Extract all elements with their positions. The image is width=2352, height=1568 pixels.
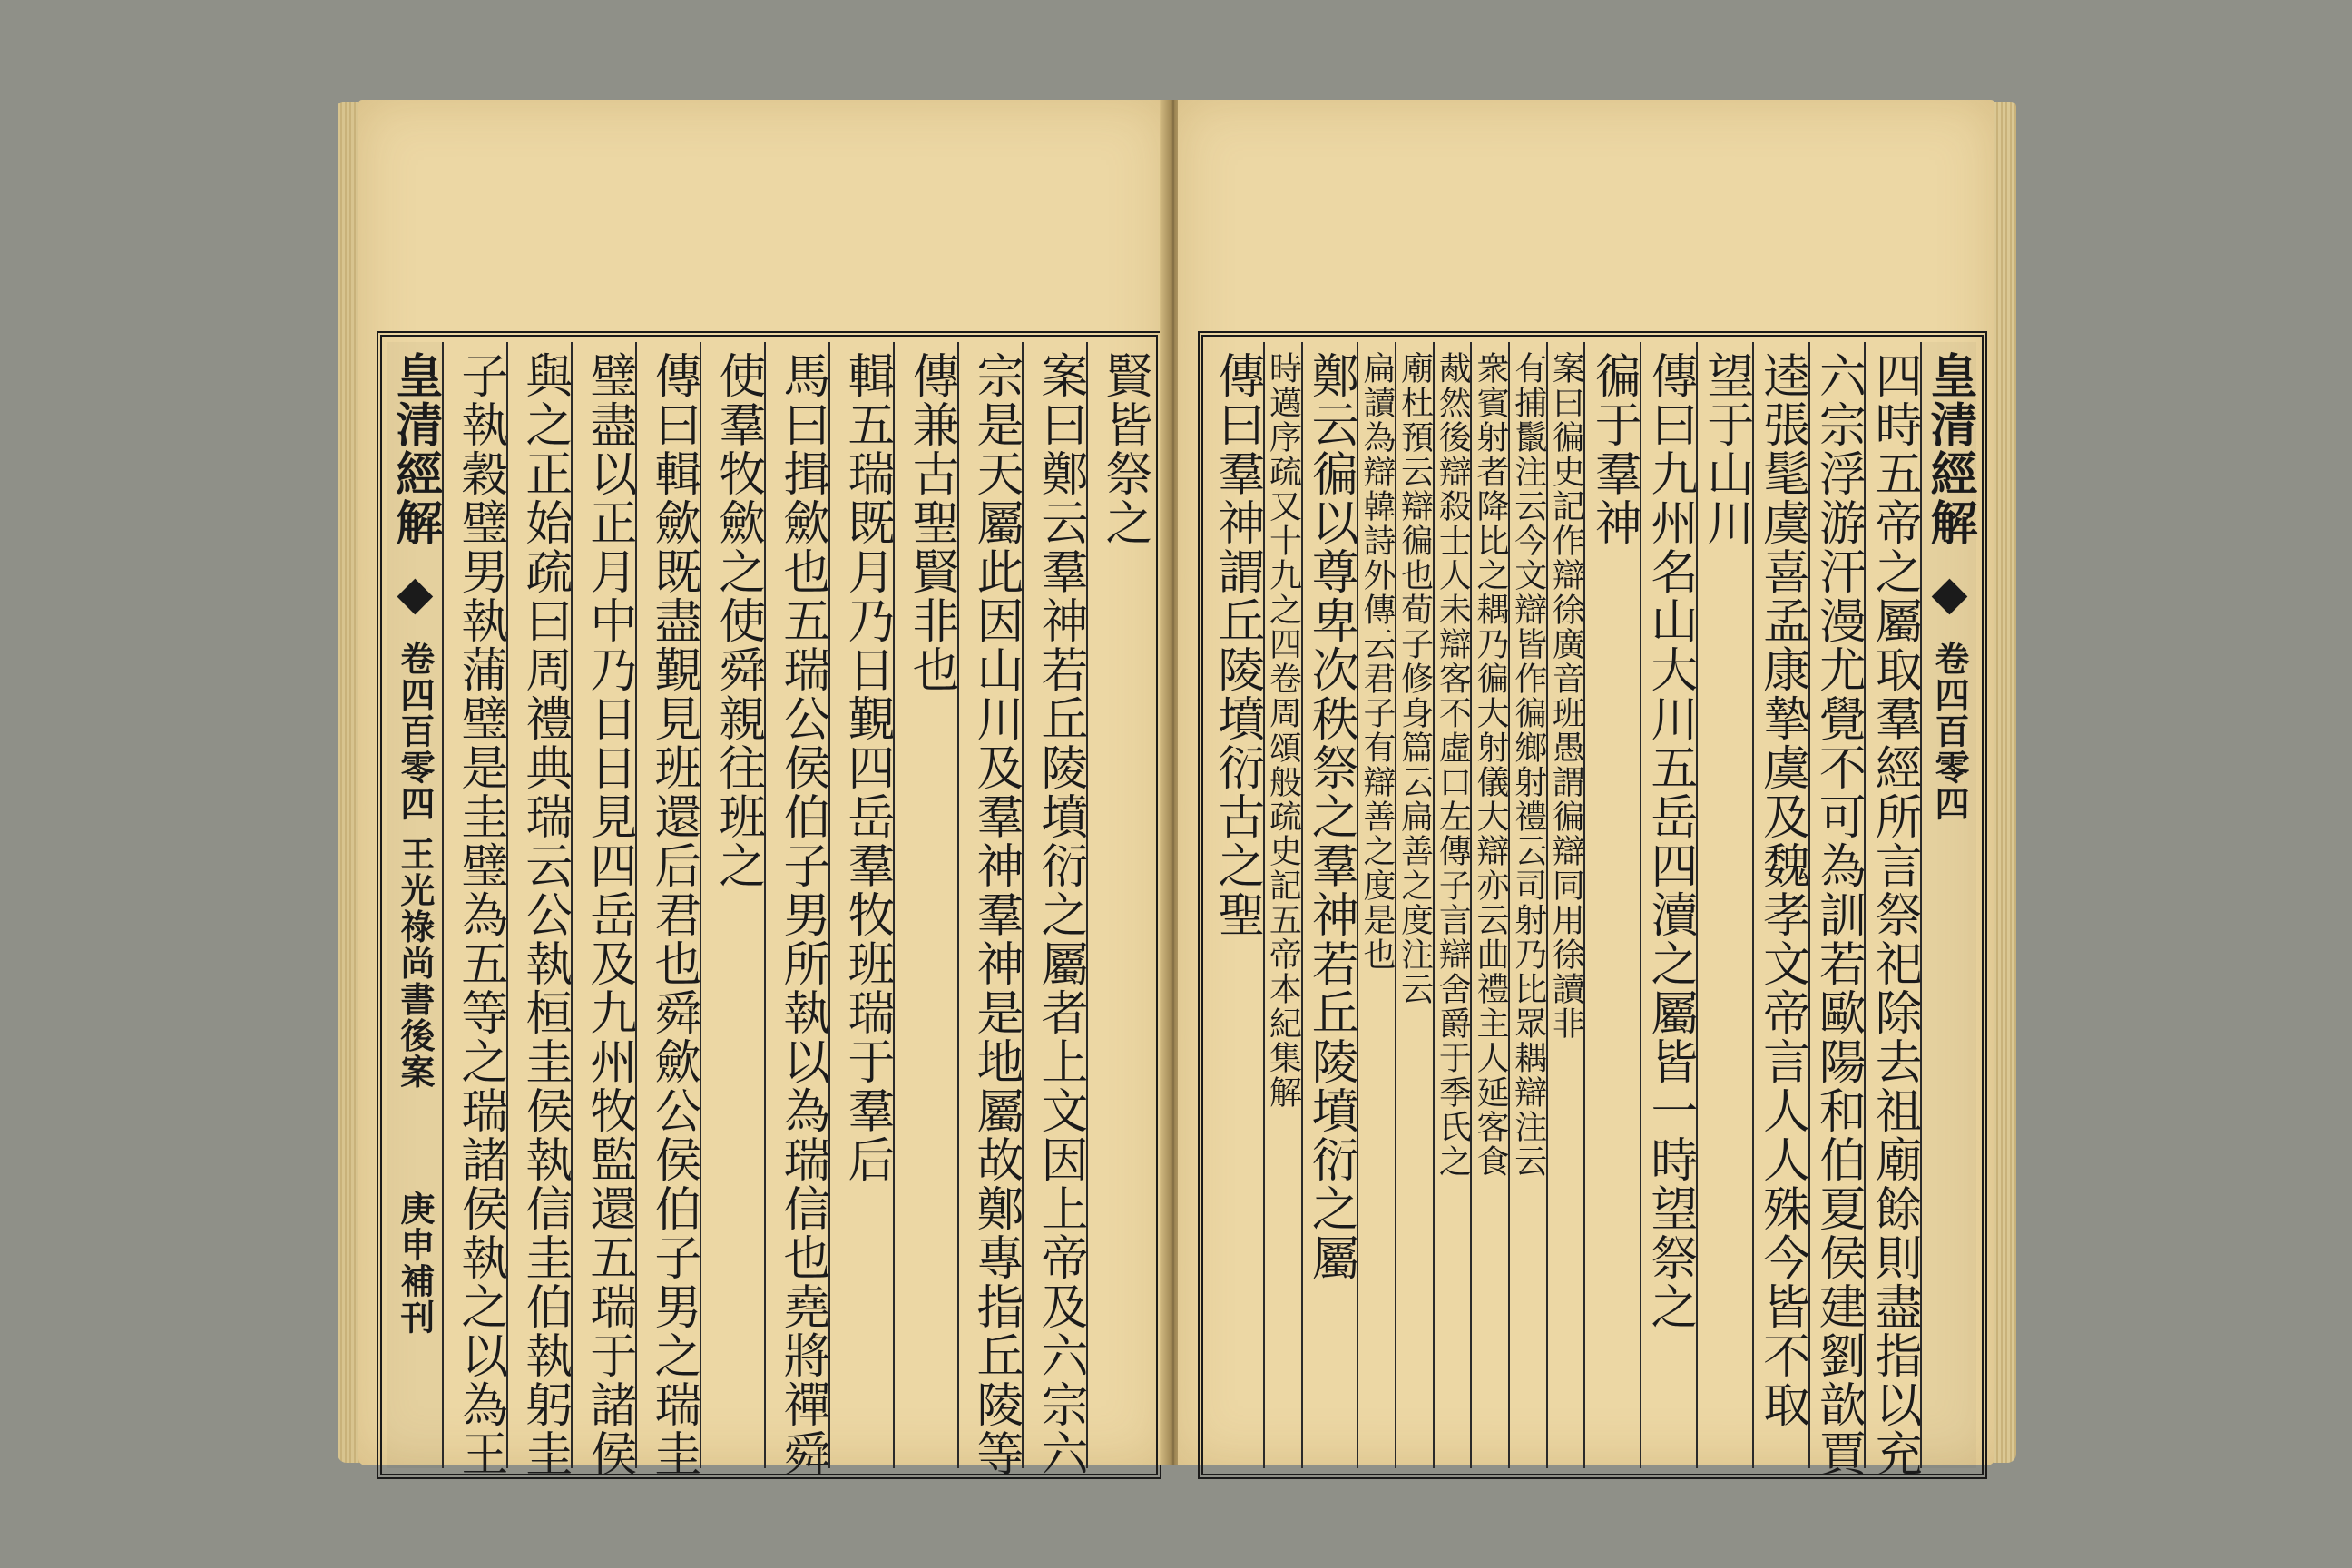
text-column: 案曰徧史記作辯徐廣音班愚謂徧辯同用徐讀非 — [1546, 342, 1584, 1468]
text-column: 廟杜預云辯徧也荀子修身篇云扁善之度注云 — [1395, 342, 1433, 1468]
text-column: 逵張髦虞喜孟康摯虞及魏孝文帝言人人殊今皆不取 — [1752, 342, 1808, 1468]
margin-title: 皇清經解 — [1922, 351, 1977, 547]
text-column: 鄭云徧以尊卑次秩祭之羣神若丘陵墳衍之屬 — [1301, 342, 1357, 1468]
text-column: 馬曰揖歛也五瑞公侯伯子男所執以為瑞信也堯將禪舜 — [764, 342, 828, 1468]
text-column: 子執穀璧男執蒲璧是圭璧為五等之瑞諸侯執之以為王 — [442, 342, 506, 1468]
text-column: 使羣牧歛之使舜親往班之 — [700, 342, 764, 1468]
text-column: 賢皆祭之 — [1086, 342, 1151, 1468]
margin-banner — [1920, 342, 1976, 1468]
left-text-frame — [377, 331, 1161, 1479]
margin-banner — [387, 342, 442, 1468]
text-column: 輯五瑞既月乃日覲四岳羣牧班瑞于羣后 — [828, 342, 893, 1468]
text-column: 有捕鬛注云今文辯皆作徧鄉射禮云司射乃比眾耦辯注云 — [1508, 342, 1546, 1468]
text-column: 傳曰輯歛既盡覲見班還后君也舜歛公侯伯子男之瑞圭 — [635, 342, 700, 1468]
text-column: 璧盡以正月中乃日日見四岳及九州牧監還五瑞于諸侯 — [571, 342, 635, 1468]
text-column: 宗是天屬此因山川及羣神羣神是地屬故鄭專指丘陵等 — [957, 342, 1022, 1468]
text-column: 扁讀為辯韓詩外傳云君子有辯善之度是也 — [1357, 342, 1395, 1468]
text-column: 六宗浮游汗漫尤覺不可為訓若歐陽和伯夏侯建劉歆賈 — [1808, 342, 1865, 1468]
text-column: 四時五帝之屬取羣經所言祭祀除去祖廟餘則盡指以充 — [1864, 342, 1920, 1468]
text-column: 衆賓射者降比之耦乃徧大射儀大辯亦云曲禮主人延客食 — [1470, 342, 1508, 1468]
margin-footer: 庚申補刊 — [394, 1190, 436, 1336]
text-column: 徧于羣神 — [1583, 342, 1640, 1468]
right-page — [1178, 100, 1994, 1478]
text-column: 傳曰羣神謂丘陵墳衍古之聖 — [1209, 351, 1264, 939]
left-columns — [387, 342, 1152, 1478]
text-column: 傳曰九州名山大川五岳四瀆之屬皆一時望祭之 — [1640, 342, 1696, 1468]
fish-tail-mark: ◆ — [1922, 565, 1977, 623]
margin-volume: 卷四百零四 王光祿尚書後案 — [394, 641, 436, 1091]
text-column: 望于山川 — [1696, 342, 1752, 1468]
margin-volume: 卷四百零四 — [1929, 641, 1970, 823]
fish-tail-mark: ◆ — [387, 565, 443, 623]
text-column: 案曰鄭云羣神若丘陵墳衍之屬者上文因上帝及六宗六 — [1022, 342, 1086, 1468]
text-column: 胾然後辯殺士人未辯客不虛口左傳子言辯舍爵于季氏之 — [1433, 342, 1471, 1468]
text-column: 傳兼古聖賢非也 — [893, 342, 957, 1468]
text-column: 時邁序疏又十九之四卷周頌般疏史記五帝本紀集解 — [1263, 342, 1301, 1468]
left-page — [358, 100, 1166, 1478]
margin-title: 皇清經解 — [387, 351, 443, 547]
right-columns — [1209, 342, 1977, 1478]
right-text-frame — [1198, 331, 1987, 1479]
text-column: 與之正始疏曰周禮典瑞云公執桓圭侯執信圭伯執躬圭 — [506, 342, 571, 1468]
